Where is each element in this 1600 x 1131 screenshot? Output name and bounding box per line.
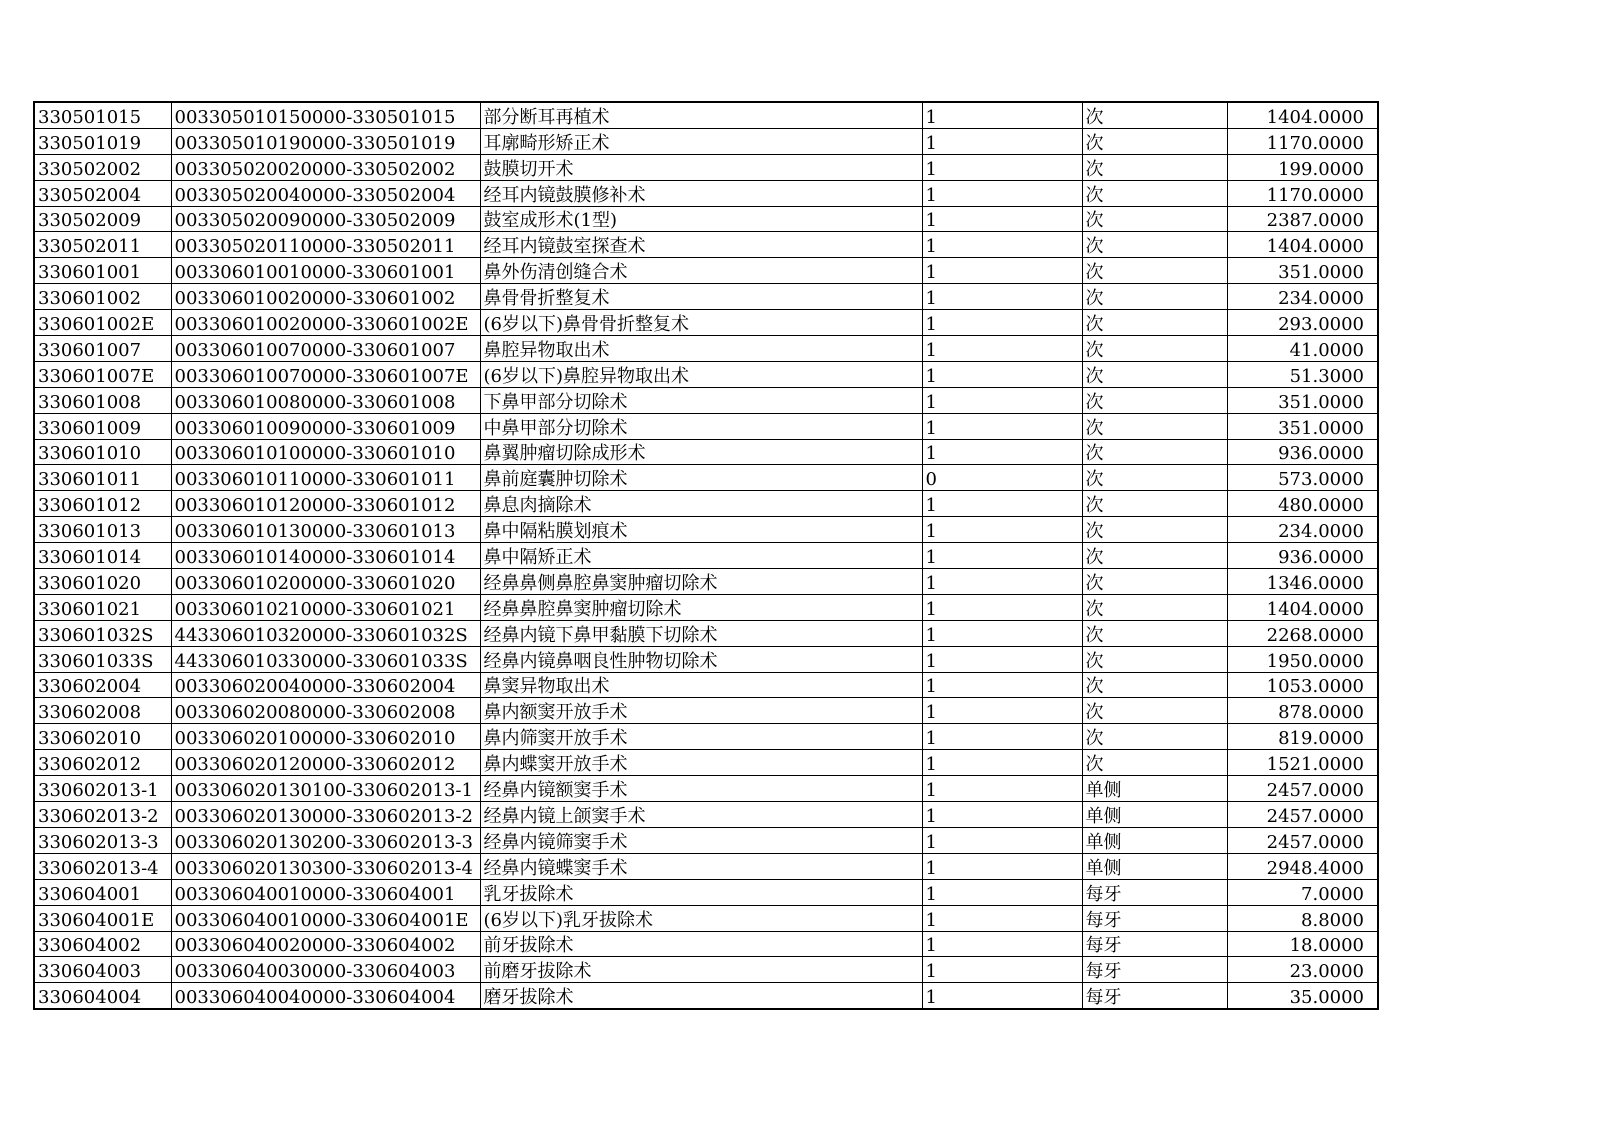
- item-name-cell: 鼻窦异物取出术: [480, 672, 922, 698]
- full-code-cell: 003306010070000-330601007E: [171, 361, 480, 387]
- price-cell: 351.0000: [1227, 387, 1378, 413]
- unit-cell: 次: [1082, 517, 1227, 543]
- item-code-cell: 330601012: [34, 491, 171, 517]
- unit-cell: 每牙: [1082, 905, 1227, 931]
- item-code-cell: 330602008: [34, 698, 171, 724]
- price-cell: 351.0000: [1227, 258, 1378, 284]
- table-row: [34, 983, 1378, 1009]
- item-name-cell: 鼻内筛窦开放手术: [480, 724, 922, 750]
- unit-cell: 次: [1082, 543, 1227, 569]
- full-code-cell: 003306010080000-330601008: [171, 387, 480, 413]
- full-code-cell: 003306040010000-330604001E: [171, 905, 480, 931]
- quantity-cell: 1: [922, 802, 1082, 828]
- item-name-cell: 下鼻甲部分切除术: [480, 387, 922, 413]
- price-cell: 18.0000: [1227, 931, 1378, 957]
- table-row: [34, 465, 1378, 491]
- price-cell: 7.0000: [1227, 879, 1378, 905]
- price-cell: 2457.0000: [1227, 776, 1378, 802]
- unit-cell: 次: [1082, 206, 1227, 232]
- item-code-cell: 330501019: [34, 128, 171, 154]
- price-cell: 2457.0000: [1227, 802, 1378, 828]
- item-code-cell: 330502004: [34, 180, 171, 206]
- item-name-cell: 经鼻内镜上颌窦手术: [480, 802, 922, 828]
- quantity-cell: 1: [922, 620, 1082, 646]
- unit-cell: 次: [1082, 672, 1227, 698]
- full-code-cell: 003305010190000-330501019: [171, 128, 480, 154]
- quantity-cell: 1: [922, 517, 1082, 543]
- price-cell: 819.0000: [1227, 724, 1378, 750]
- full-code-cell: 003306020130000-330602013-2: [171, 802, 480, 828]
- table-row: [34, 336, 1378, 362]
- full-code-cell: 003305010150000-330501015: [171, 102, 480, 128]
- price-table: [33, 101, 1379, 1010]
- item-name-cell: 鼻中隔粘膜划痕术: [480, 517, 922, 543]
- price-cell: 8.8000: [1227, 905, 1378, 931]
- quantity-cell: 1: [922, 102, 1082, 128]
- quantity-cell: 1: [922, 776, 1082, 802]
- unit-cell: 每牙: [1082, 931, 1227, 957]
- table-row: [34, 517, 1378, 543]
- price-cell: 23.0000: [1227, 957, 1378, 983]
- quantity-cell: 1: [922, 698, 1082, 724]
- item-name-cell: 鼓室成形术(1型): [480, 206, 922, 232]
- table-row: [34, 698, 1378, 724]
- price-cell: 480.0000: [1227, 491, 1378, 517]
- full-code-cell: 443306010330000-330601033S: [171, 646, 480, 672]
- unit-cell: 次: [1082, 698, 1227, 724]
- price-cell: 1170.0000: [1227, 128, 1378, 154]
- price-cell: 1053.0000: [1227, 672, 1378, 698]
- item-code-cell: 330601002: [34, 284, 171, 310]
- item-code-cell: 330601007: [34, 336, 171, 362]
- full-code-cell: 003306020040000-330602004: [171, 672, 480, 698]
- full-code-cell: 003306010020000-330601002: [171, 284, 480, 310]
- quantity-cell: 1: [922, 310, 1082, 336]
- unit-cell: 次: [1082, 284, 1227, 310]
- unit-cell: 次: [1082, 361, 1227, 387]
- table-row: [34, 310, 1378, 336]
- table-row: [34, 827, 1378, 853]
- item-name-cell: 经鼻鼻腔鼻窦肿瘤切除术: [480, 594, 922, 620]
- item-code-cell: 330602013-4: [34, 853, 171, 879]
- unit-cell: 每牙: [1082, 983, 1227, 1009]
- full-code-cell: 003306010010000-330601001: [171, 258, 480, 284]
- unit-cell: 每牙: [1082, 879, 1227, 905]
- item-code-cell: 330602013-2: [34, 802, 171, 828]
- unit-cell: 次: [1082, 336, 1227, 362]
- price-cell: 1170.0000: [1227, 180, 1378, 206]
- unit-cell: 次: [1082, 102, 1227, 128]
- full-code-cell: 003306040040000-330604004: [171, 983, 480, 1009]
- quantity-cell: 1: [922, 128, 1082, 154]
- full-code-cell: 003306010140000-330601014: [171, 543, 480, 569]
- item-code-cell: 330601020: [34, 569, 171, 595]
- full-code-cell: 003306010120000-330601012: [171, 491, 480, 517]
- item-name-cell: 鼻内额窦开放手术: [480, 698, 922, 724]
- price-cell: 878.0000: [1227, 698, 1378, 724]
- price-cell: 351.0000: [1227, 413, 1378, 439]
- price-cell: 293.0000: [1227, 310, 1378, 336]
- item-name-cell: (6岁以下)鼻腔异物取出术: [480, 361, 922, 387]
- unit-cell: 单侧: [1082, 853, 1227, 879]
- unit-cell: 次: [1082, 620, 1227, 646]
- quantity-cell: 1: [922, 206, 1082, 232]
- price-cell: 199.0000: [1227, 154, 1378, 180]
- full-code-cell: 003306020130100-330602013-1: [171, 776, 480, 802]
- full-code-cell: 003306010070000-330601007: [171, 336, 480, 362]
- table-row: [34, 387, 1378, 413]
- unit-cell: 单侧: [1082, 776, 1227, 802]
- price-cell: 2948.4000: [1227, 853, 1378, 879]
- full-code-cell: 003306010020000-330601002E: [171, 310, 480, 336]
- unit-cell: 次: [1082, 491, 1227, 517]
- quantity-cell: 1: [922, 232, 1082, 258]
- quantity-cell: 1: [922, 180, 1082, 206]
- table-row: [34, 232, 1378, 258]
- price-cell: 1950.0000: [1227, 646, 1378, 672]
- full-code-cell: 003306040010000-330604001: [171, 879, 480, 905]
- quantity-cell: 1: [922, 336, 1082, 362]
- item-name-cell: 鼓膜切开术: [480, 154, 922, 180]
- quantity-cell: 1: [922, 983, 1082, 1009]
- item-name-cell: 经鼻内镜下鼻甲黏膜下切除术: [480, 620, 922, 646]
- item-name-cell: 鼻腔异物取出术: [480, 336, 922, 362]
- full-code-cell: 003306020130200-330602013-3: [171, 827, 480, 853]
- item-code-cell: 330601011: [34, 465, 171, 491]
- price-cell: 1404.0000: [1227, 102, 1378, 128]
- item-name-cell: 鼻骨骨折整复术: [480, 284, 922, 310]
- item-name-cell: 中鼻甲部分切除术: [480, 413, 922, 439]
- full-code-cell: 003306020120000-330602012: [171, 750, 480, 776]
- item-name-cell: 经鼻鼻侧鼻腔鼻窦肿瘤切除术: [480, 569, 922, 595]
- item-name-cell: (6岁以下)乳牙拔除术: [480, 905, 922, 931]
- unit-cell: 次: [1082, 413, 1227, 439]
- price-cell: 936.0000: [1227, 439, 1378, 465]
- table-row: [34, 491, 1378, 517]
- item-name-cell: 前牙拔除术: [480, 931, 922, 957]
- unit-cell: 次: [1082, 232, 1227, 258]
- full-code-cell: 003305020040000-330502004: [171, 180, 480, 206]
- table-row: [34, 413, 1378, 439]
- item-name-cell: 磨牙拔除术: [480, 983, 922, 1009]
- table-row: [34, 284, 1378, 310]
- table-row: [34, 957, 1378, 983]
- unit-cell: 次: [1082, 646, 1227, 672]
- table-row: [34, 543, 1378, 569]
- table-row: [34, 672, 1378, 698]
- unit-cell: 次: [1082, 387, 1227, 413]
- full-code-cell: 003306020100000-330602010: [171, 724, 480, 750]
- item-code-cell: 330502002: [34, 154, 171, 180]
- quantity-cell: 1: [922, 154, 1082, 180]
- unit-cell: 次: [1082, 569, 1227, 595]
- table-row: [34, 931, 1378, 957]
- item-code-cell: 330502009: [34, 206, 171, 232]
- quantity-cell: 1: [922, 413, 1082, 439]
- full-code-cell: 003306010130000-330601013: [171, 517, 480, 543]
- item-code-cell: 330601009: [34, 413, 171, 439]
- quantity-cell: 1: [922, 905, 1082, 931]
- full-code-cell: 003306010200000-330601020: [171, 569, 480, 595]
- quantity-cell: 1: [922, 258, 1082, 284]
- full-code-cell: 003306040030000-330604003: [171, 957, 480, 983]
- table-row: [34, 620, 1378, 646]
- price-cell: 2457.0000: [1227, 827, 1378, 853]
- item-code-cell: 330501015: [34, 102, 171, 128]
- unit-cell: 次: [1082, 750, 1227, 776]
- quantity-cell: 1: [922, 957, 1082, 983]
- price-cell: 234.0000: [1227, 517, 1378, 543]
- quantity-cell: 1: [922, 543, 1082, 569]
- item-name-cell: 鼻内蝶窦开放手术: [480, 750, 922, 776]
- full-code-cell: 443306010320000-330601032S: [171, 620, 480, 646]
- full-code-cell: 003306020080000-330602008: [171, 698, 480, 724]
- price-cell: 51.3000: [1227, 361, 1378, 387]
- price-cell: 41.0000: [1227, 336, 1378, 362]
- price-cell: 1404.0000: [1227, 594, 1378, 620]
- table-row: [34, 361, 1378, 387]
- table-row: [34, 802, 1378, 828]
- quantity-cell: 1: [922, 879, 1082, 905]
- unit-cell: 次: [1082, 128, 1227, 154]
- item-code-cell: 330604003: [34, 957, 171, 983]
- quantity-cell: 1: [922, 853, 1082, 879]
- table-row: [34, 180, 1378, 206]
- item-code-cell: 330604004: [34, 983, 171, 1009]
- item-code-cell: 330601007E: [34, 361, 171, 387]
- quantity-cell: 1: [922, 827, 1082, 853]
- table-row: [34, 853, 1378, 879]
- full-code-cell: 003306020130300-330602013-4: [171, 853, 480, 879]
- quantity-cell: 1: [922, 724, 1082, 750]
- price-cell: 2387.0000: [1227, 206, 1378, 232]
- table-row: [34, 776, 1378, 802]
- item-name-cell: 鼻翼肿瘤切除成形术: [480, 439, 922, 465]
- unit-cell: 次: [1082, 594, 1227, 620]
- table-row: [34, 439, 1378, 465]
- table-row: [34, 206, 1378, 232]
- item-code-cell: 330601021: [34, 594, 171, 620]
- price-cell: 1404.0000: [1227, 232, 1378, 258]
- table-row: [34, 569, 1378, 595]
- full-code-cell: 003305020090000-330502009: [171, 206, 480, 232]
- price-cell: 936.0000: [1227, 543, 1378, 569]
- quantity-cell: 1: [922, 439, 1082, 465]
- full-code-cell: 003306010090000-330601009: [171, 413, 480, 439]
- quantity-cell: 1: [922, 569, 1082, 595]
- item-name-cell: 耳廓畸形矫正术: [480, 128, 922, 154]
- price-cell: 1521.0000: [1227, 750, 1378, 776]
- quantity-cell: 1: [922, 491, 1082, 517]
- quantity-cell: 0: [922, 465, 1082, 491]
- item-code-cell: 330601008: [34, 387, 171, 413]
- full-code-cell: 003306040020000-330604002: [171, 931, 480, 957]
- item-code-cell: 330502011: [34, 232, 171, 258]
- unit-cell: 单侧: [1082, 802, 1227, 828]
- item-code-cell: 330602010: [34, 724, 171, 750]
- quantity-cell: 1: [922, 594, 1082, 620]
- item-name-cell: 前磨牙拔除术: [480, 957, 922, 983]
- price-cell: 234.0000: [1227, 284, 1378, 310]
- table-row: [34, 154, 1378, 180]
- quantity-cell: 1: [922, 361, 1082, 387]
- price-cell: 35.0000: [1227, 983, 1378, 1009]
- item-code-cell: 330604001E: [34, 905, 171, 931]
- price-cell: 2268.0000: [1227, 620, 1378, 646]
- table-row: [34, 646, 1378, 672]
- table-row: [34, 879, 1378, 905]
- item-name-cell: 鼻中隔矫正术: [480, 543, 922, 569]
- quantity-cell: 1: [922, 387, 1082, 413]
- item-name-cell: 经耳内镜鼓膜修补术: [480, 180, 922, 206]
- item-code-cell: 330601033S: [34, 646, 171, 672]
- unit-cell: 次: [1082, 258, 1227, 284]
- quantity-cell: 1: [922, 646, 1082, 672]
- item-name-cell: 经鼻内镜筛窦手术: [480, 827, 922, 853]
- table-row: [34, 750, 1378, 776]
- item-code-cell: 330604001: [34, 879, 171, 905]
- table-body: [34, 102, 1378, 1009]
- item-name-cell: 鼻外伤清创缝合术: [480, 258, 922, 284]
- item-name-cell: (6岁以下)鼻骨骨折整复术: [480, 310, 922, 336]
- quantity-cell: 1: [922, 284, 1082, 310]
- quantity-cell: 1: [922, 750, 1082, 776]
- price-cell: 1346.0000: [1227, 569, 1378, 595]
- item-code-cell: 330601002E: [34, 310, 171, 336]
- unit-cell: 次: [1082, 310, 1227, 336]
- unit-cell: 次: [1082, 465, 1227, 491]
- unit-cell: 次: [1082, 154, 1227, 180]
- item-code-cell: 330602013-1: [34, 776, 171, 802]
- quantity-cell: 1: [922, 672, 1082, 698]
- quantity-cell: 1: [922, 931, 1082, 957]
- table-row: [34, 594, 1378, 620]
- unit-cell: 次: [1082, 439, 1227, 465]
- full-code-cell: 003305020110000-330502011: [171, 232, 480, 258]
- item-code-cell: 330604002: [34, 931, 171, 957]
- unit-cell: 单侧: [1082, 827, 1227, 853]
- unit-cell: 次: [1082, 180, 1227, 206]
- table-row: [34, 724, 1378, 750]
- price-cell: 573.0000: [1227, 465, 1378, 491]
- unit-cell: 每牙: [1082, 957, 1227, 983]
- item-name-cell: 经耳内镜鼓室探查术: [480, 232, 922, 258]
- full-code-cell: 003306010100000-330601010: [171, 439, 480, 465]
- item-name-cell: 经鼻内镜鼻咽良性肿物切除术: [480, 646, 922, 672]
- item-name-cell: 乳牙拔除术: [480, 879, 922, 905]
- table-row: [34, 905, 1378, 931]
- table-row: [34, 258, 1378, 284]
- item-code-cell: 330601014: [34, 543, 171, 569]
- item-code-cell: 330601010: [34, 439, 171, 465]
- table-row: [34, 128, 1378, 154]
- item-name-cell: 鼻前庭囊肿切除术: [480, 465, 922, 491]
- table-row: [34, 102, 1378, 128]
- item-name-cell: 经鼻内镜额窦手术: [480, 776, 922, 802]
- item-name-cell: 鼻息肉摘除术: [480, 491, 922, 517]
- item-code-cell: 330602013-3: [34, 827, 171, 853]
- full-code-cell: 003306010210000-330601021: [171, 594, 480, 620]
- full-code-cell: 003305020020000-330502002: [171, 154, 480, 180]
- full-code-cell: 003306010110000-330601011: [171, 465, 480, 491]
- item-code-cell: 330602004: [34, 672, 171, 698]
- item-code-cell: 330601032S: [34, 620, 171, 646]
- item-code-cell: 330602012: [34, 750, 171, 776]
- item-code-cell: 330601001: [34, 258, 171, 284]
- unit-cell: 次: [1082, 724, 1227, 750]
- item-name-cell: 部分断耳再植术: [480, 102, 922, 128]
- item-name-cell: 经鼻内镜蝶窦手术: [480, 853, 922, 879]
- item-code-cell: 330601013: [34, 517, 171, 543]
